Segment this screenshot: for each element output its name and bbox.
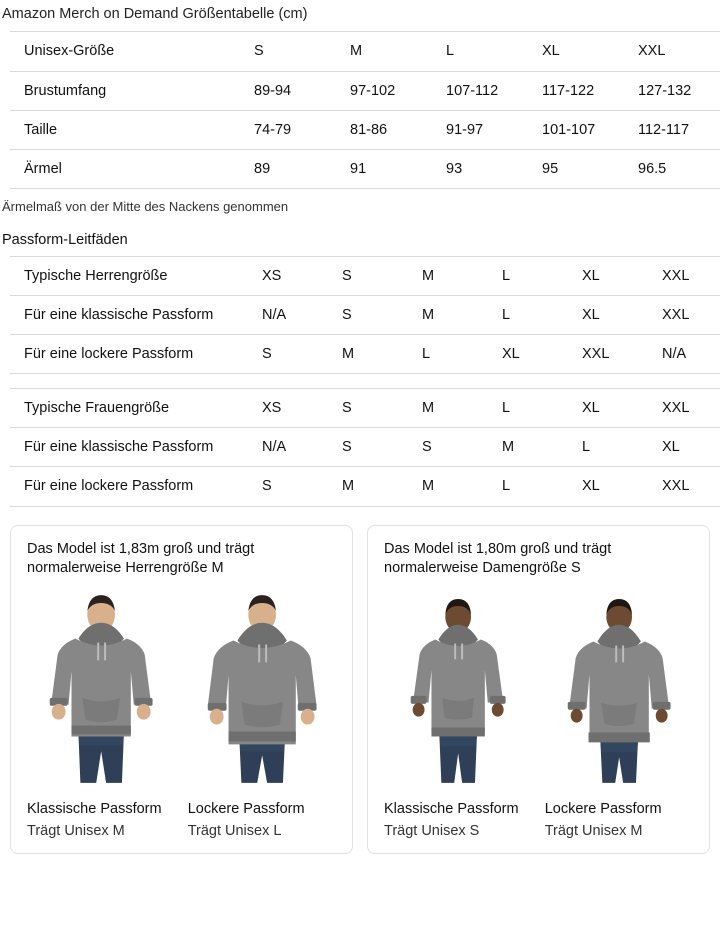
- female-model-card: [367, 525, 710, 854]
- female-relaxed-caption: [545, 799, 693, 843]
- cell: XL: [490, 335, 570, 374]
- cell: S: [410, 428, 490, 467]
- cell: S: [330, 389, 410, 428]
- male-classic-fit-figure: [27, 586, 175, 791]
- male-card-footer: [27, 799, 336, 843]
- cell: 112-117: [626, 110, 720, 149]
- cell: S: [330, 428, 410, 467]
- cell: 81-86: [338, 110, 434, 149]
- male-classic-caption: [27, 799, 175, 843]
- cell: 91: [338, 149, 434, 188]
- female-classic-caption: [384, 799, 532, 843]
- row-label: Für eine klassische Passform: [10, 428, 250, 467]
- cell: XL: [570, 467, 650, 506]
- table-row-header: [10, 32, 720, 71]
- male-classic-hoodie-illustration: [27, 586, 175, 791]
- cell: XXL: [650, 467, 720, 506]
- cell: M: [410, 467, 490, 506]
- cell: S: [250, 467, 330, 506]
- cell: XXL: [650, 389, 720, 428]
- female-classic-fit-figure: [384, 586, 532, 791]
- fit-title: Klassische Passform: [27, 800, 162, 817]
- cell: M: [410, 295, 490, 334]
- cell: XL: [570, 256, 650, 295]
- male-figures: [27, 586, 336, 791]
- cell: 117-122: [530, 71, 626, 110]
- cell: 96.5: [626, 149, 720, 188]
- cell: 89: [242, 149, 338, 188]
- column-header: M: [338, 32, 434, 71]
- cell: 95: [530, 149, 626, 188]
- cell: XXL: [650, 295, 720, 334]
- model-cards: [10, 525, 710, 854]
- column-header: S: [242, 32, 338, 71]
- female-card-footer: [384, 799, 693, 843]
- cell: 97-102: [338, 71, 434, 110]
- row-label: Für eine klassische Passform: [10, 295, 250, 334]
- row-label: Brustumfang: [10, 71, 242, 110]
- cell: L: [410, 335, 490, 374]
- table-row: [10, 467, 720, 506]
- fit-subtitle: Trägt Unisex S: [384, 822, 480, 839]
- fit-subtitle: Trägt Unisex L: [187, 822, 282, 839]
- male-model-heading: Das Model ist 1,83m groß und trägt normalerweise Herrengröße M: [27, 540, 255, 576]
- row-label: Ärmel: [10, 149, 242, 188]
- female-figures: [384, 586, 693, 791]
- column-header: XXL: [626, 32, 720, 71]
- column-header: XL: [530, 32, 626, 71]
- mens-fit-table: [10, 256, 720, 374]
- cell: XS: [250, 389, 330, 428]
- column-header: Unisex-Größe: [10, 32, 242, 71]
- fit-subtitle: Trägt Unisex M: [544, 822, 643, 839]
- table-row: [10, 149, 720, 188]
- page-title: Amazon Merch on Demand Größentabelle (cm): [2, 6, 308, 22]
- cell: M: [330, 467, 410, 506]
- cell: S: [330, 295, 410, 334]
- cell: 127-132: [626, 71, 720, 110]
- cell: M: [330, 335, 410, 374]
- row-label: Typische Frauengröße: [10, 389, 250, 428]
- female-model-heading: Das Model ist 1,80m groß und trägt normalerweise Damengröße S: [384, 540, 612, 576]
- cell: 93: [434, 149, 530, 188]
- measurements-table: [10, 31, 720, 189]
- cell: 107-112: [434, 71, 530, 110]
- sleeve-measurement-note: Ärmelmaß von der Mitte des Nackens genommen: [2, 198, 289, 214]
- cell: L: [490, 389, 570, 428]
- row-label: Für eine lockere Passform: [10, 335, 250, 374]
- cell: L: [490, 467, 570, 506]
- cell: N/A: [250, 428, 330, 467]
- table-row: [10, 110, 720, 149]
- male-relaxed-fit-figure: [188, 586, 336, 791]
- fit-subtitle: Trägt Unisex M: [27, 822, 125, 839]
- male-model-card: [10, 525, 353, 854]
- column-header: L: [434, 32, 530, 71]
- table-row: [10, 295, 720, 334]
- male-relaxed-caption: [188, 799, 336, 843]
- fit-title: Lockere Passform: [187, 800, 305, 817]
- table-row: [10, 428, 720, 467]
- cell: M: [410, 256, 490, 295]
- table-row-header: [10, 256, 720, 295]
- cell: S: [250, 335, 330, 374]
- cell: 89-94: [242, 71, 338, 110]
- cell: L: [490, 256, 570, 295]
- male-relaxed-hoodie-illustration: [188, 586, 336, 791]
- female-relaxed-fit-figure: [545, 586, 693, 791]
- table-row: [10, 335, 720, 374]
- cell: XXL: [570, 335, 650, 374]
- fit-title: Klassische Passform: [384, 800, 519, 817]
- cell: 101-107: [530, 110, 626, 149]
- cell: 74-79: [242, 110, 338, 149]
- cell: N/A: [250, 295, 330, 334]
- cell: 91-97: [434, 110, 530, 149]
- table-spacer: [0, 374, 720, 388]
- cell: XS: [250, 256, 330, 295]
- female-relaxed-hoodie-illustration: [545, 586, 693, 791]
- row-label: Taille: [10, 110, 242, 149]
- row-label: Typische Herrengröße: [10, 256, 250, 295]
- cell: S: [330, 256, 410, 295]
- cell: M: [410, 389, 490, 428]
- cell: XL: [570, 295, 650, 334]
- table-row: [10, 71, 720, 110]
- cell: L: [490, 295, 570, 334]
- cell: XL: [570, 389, 650, 428]
- cell: M: [490, 428, 570, 467]
- female-classic-hoodie-illustration: [384, 586, 532, 791]
- cell: L: [570, 428, 650, 467]
- cell: XXL: [650, 256, 720, 295]
- row-label: Für eine lockere Passform: [10, 467, 250, 506]
- table-row-header: [10, 389, 720, 428]
- cell: XL: [650, 428, 720, 467]
- fit-title: Lockere Passform: [544, 800, 662, 817]
- fit-guides-label: Passform-Leitfäden: [2, 231, 128, 248]
- womens-fit-table: [10, 388, 720, 506]
- cell: N/A: [650, 335, 720, 374]
